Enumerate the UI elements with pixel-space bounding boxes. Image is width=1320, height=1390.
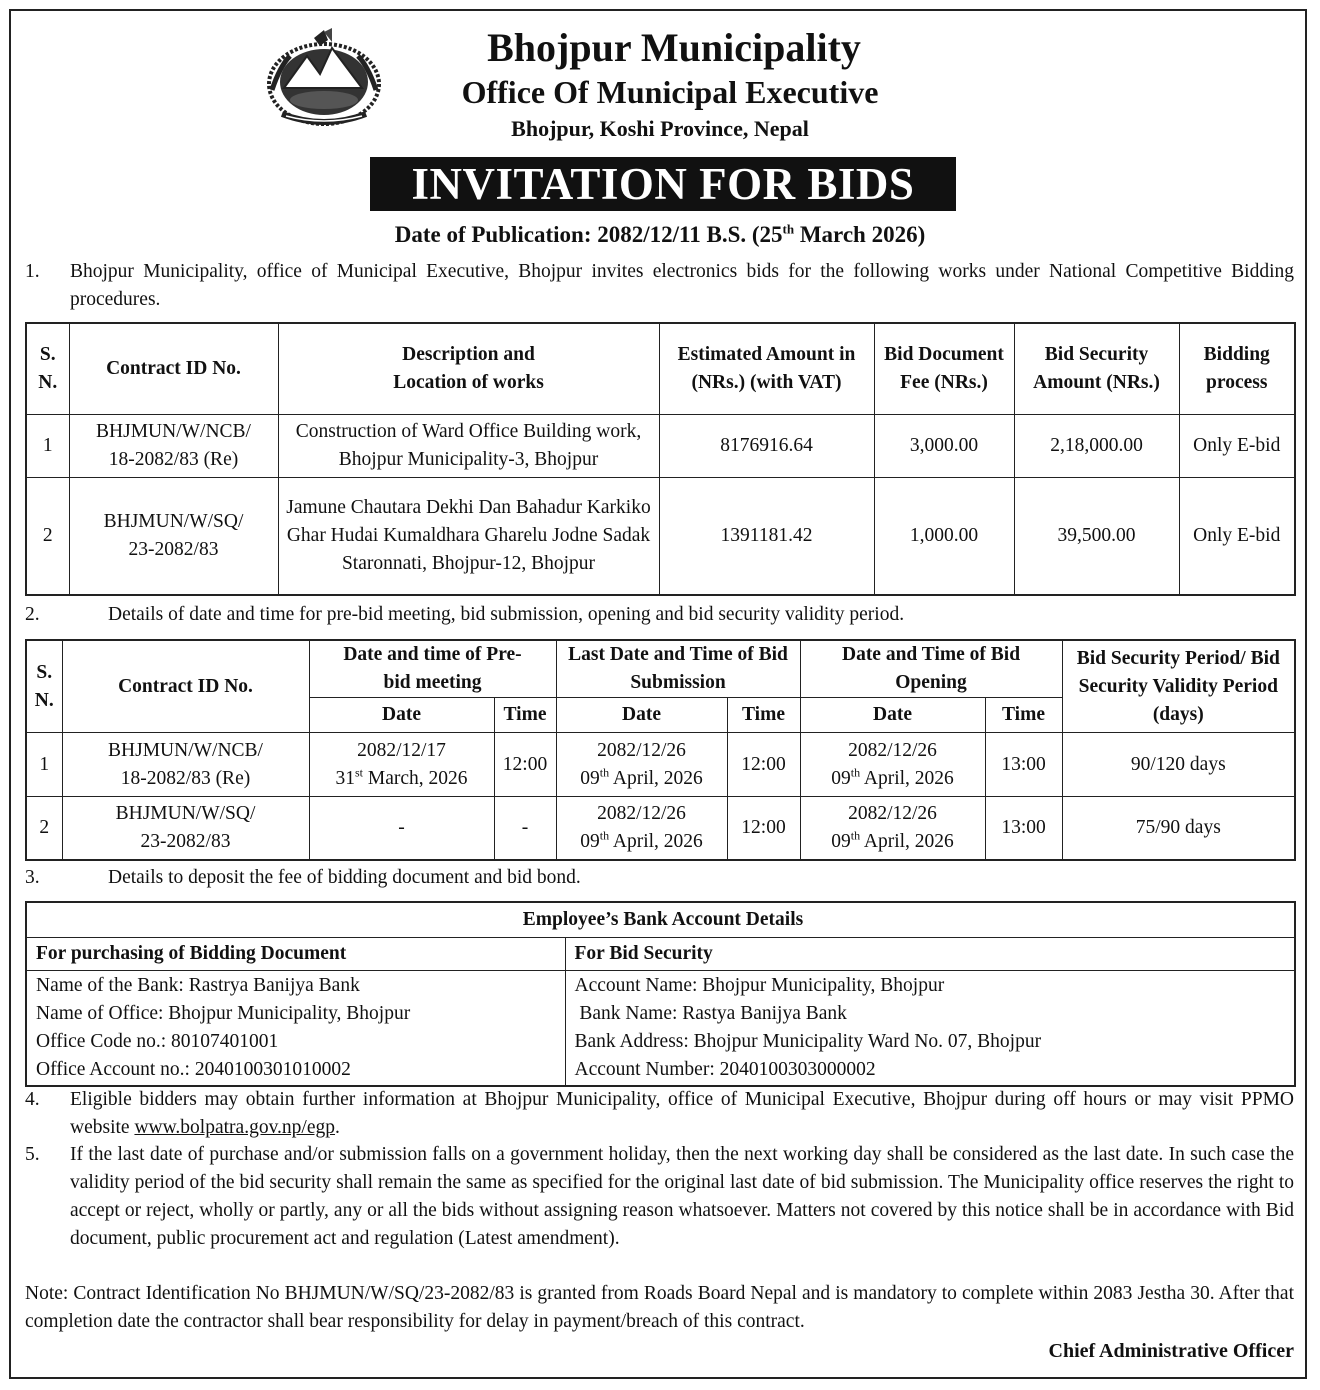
section-number: 3. [25, 867, 40, 888]
section-4-text: Eligible bidders may obtain further information at Bhojpur Municipality, office of Municipal Executive, Bhojpur during off hours or may visit PPMO website www.bolpatra.gov.np/egp. [70, 1089, 1294, 1138]
section-2-text: Details of date and time for pre-bid meeting, bid submission, opening and bid security validity period. [108, 604, 905, 625]
cell-prebid-time: 12:00 [494, 733, 556, 797]
cell-sn: 1 [26, 733, 62, 797]
section-1-text: Bhojpur Municipality, office of Municipal Executive, Bhojpur invites electronics bids for the following works under National Competitive Bidding procedures. [70, 261, 1294, 310]
cell-submission-date: 2082/12/26 09th April, 2026 [556, 733, 727, 797]
cell-opening-date: 2082/12/26 09th April, 2026 [800, 797, 985, 860]
bank-table-title: Employee’s Bank Account Details [26, 902, 1295, 937]
header-bid-security: Bid Security Amount (NRs.) [1014, 323, 1179, 414]
cell-prebid-time: - [494, 797, 556, 860]
cell-process: Only E-bid [1179, 477, 1295, 595]
header-contract-id: Contract ID No. [62, 640, 309, 733]
cell-submission-time: 12:00 [727, 797, 800, 860]
section-number: 4. [25, 1089, 40, 1110]
cell-process: Only E-bid [1179, 414, 1295, 477]
cell-security: 2,18,000.00 [1014, 414, 1179, 477]
cell-sn: 2 [26, 477, 69, 595]
header-sn: S. N. [26, 640, 62, 733]
schedule-table [25, 639, 1296, 861]
cell-description: Jamune Chautara Dekhi Dan Bahadur Karkiko Ghar Hudai Kumaldhara Gharelu Jodne Sadak Staronnati, Bhojpur-12, Bhojpur [278, 477, 659, 595]
cell-security: 39,500.00 [1014, 477, 1179, 595]
cell-opening-date: 2082/12/26 09th April, 2026 [800, 733, 985, 797]
header-time: Time [494, 698, 556, 733]
section-5-text: If the last date of purchase and/or submission falls on a government holiday, then the next working day shall be considered as the last date. In such case the validity period of the bid security shall remain the same as specified for the original last date of bid submission. The Municipality office reserves the right to accept or reject, wholly or partly, any or all the bids without assigning reason whatsoever. Matters not covered by this notice shall be in accordance with Bid document, public procurement act and regulation (Latest amendment). [70, 1144, 1294, 1249]
table-row [26, 733, 1295, 797]
header-sn: S. N. [26, 323, 69, 414]
bank-details-table [25, 901, 1296, 1087]
header-contract-id: Contract ID No. [69, 323, 278, 414]
section-number: 2. [25, 604, 40, 625]
header-validity: Bid Security Period/ Bid Security Validity Period (days) [1062, 640, 1295, 733]
table-subheader-row [26, 937, 1295, 970]
bank-right-details: Account Name: Bhojpur Municipality, Bhojpur Bank Name: Rastya Banijya Bank Bank Address: Bhojpur Municipality Ward No. 07, Bhojpur Account Number: 2040100303000002 [565, 970, 1295, 1086]
cell-contract-id: BHJMUN/W/SQ/ 23-2082/83 [62, 797, 309, 860]
signature: Chief Administrative Officer [1048, 1340, 1294, 1362]
header-submission: Last Date and Time of Bid Submission [556, 640, 800, 698]
header-date: Date [556, 698, 727, 733]
section-number: 5. [25, 1144, 40, 1165]
header-description: Description and Location of works [278, 323, 659, 414]
bank-left-heading: For purchasing of Bidding Document [26, 937, 565, 970]
cell-validity: 75/90 days [1062, 797, 1295, 860]
header-bidding-process: Bidding process [1179, 323, 1295, 414]
cell-prebid-date: 2082/12/17 31st March, 2026 [309, 733, 494, 797]
page-title: Bhojpur Municipality [487, 25, 861, 70]
cell-contract-id: BHJMUN/W/NCB/ 18-2082/83 (Re) [62, 733, 309, 797]
cell-description: Construction of Ward Office Building work, Bhojpur Municipality-3, Bhojpur [278, 414, 659, 477]
header-opening: Date and Time of Bid Opening [800, 640, 1062, 698]
cell-opening-time: 13:00 [985, 797, 1062, 860]
table-header-row [26, 323, 1295, 414]
cell-sn: 2 [26, 797, 62, 860]
header-estimated-amount: Estimated Amount in (NRs.) (with VAT) [659, 323, 874, 414]
table-header-row [26, 902, 1295, 937]
cell-opening-time: 13:00 [985, 733, 1062, 797]
header-time: Time [985, 698, 1062, 733]
header-time: Time [727, 698, 800, 733]
page-subtitle: Office Of Municipal Executive [461, 74, 879, 110]
section-3-text: Details to deposit the fee of bidding document and bid bond. [108, 867, 581, 888]
notice-banner: INVITATION FOR BIDS [370, 157, 956, 211]
cell-submission-time: 12:00 [727, 733, 800, 797]
cell-contract-id: BHJMUN/W/SQ/ 23-2082/83 [69, 477, 278, 595]
cell-submission-date: 2082/12/26 09th April, 2026 [556, 797, 727, 860]
note-text: Note: Contract Identification No BHJMUN/W/SQ/23-2082/83 is granted from Roads Board Nepal and is mandatory to complete within 2083 Jestha 30. After that completion date the contractor shall bear responsibility for delay in payment/breach of this contract. [25, 1283, 1294, 1332]
cell-prebid-date: - [309, 797, 494, 860]
table-row [26, 970, 1295, 1086]
header-bid-fee: Bid Document Fee (NRs.) [874, 323, 1014, 414]
table-row [26, 414, 1295, 477]
ppmo-website-link[interactable]: www.bolpatra.gov.np/egp [134, 1117, 336, 1138]
bank-left-details: Name of the Bank: Rastrya Banijya Bank Name of Office: Bhojpur Municipality, Bhojpur Office Code no.: 80107401001 Office Account no.: 2040100301010002 [26, 970, 565, 1086]
section-number: 1. [25, 261, 40, 282]
works-table [25, 322, 1296, 596]
table-header-row [26, 640, 1295, 698]
header-date: Date [309, 698, 494, 733]
cell-fee: 3,000.00 [874, 414, 1014, 477]
bank-right-heading: For Bid Security [565, 937, 1295, 970]
cell-estimate: 1391181.42 [659, 477, 874, 595]
table-row [26, 477, 1295, 595]
cell-validity: 90/120 days [1062, 733, 1295, 797]
cell-estimate: 8176916.64 [659, 414, 874, 477]
publication-date: Date of Publication: 2082/12/11 B.S. (25th March 2026) [394, 221, 926, 247]
table-row [26, 797, 1295, 860]
cell-sn: 1 [26, 414, 69, 477]
cell-fee: 1,000.00 [874, 477, 1014, 595]
cell-contract-id: BHJMUN/W/NCB/ 18-2082/83 (Re) [69, 414, 278, 477]
page-address: Bhojpur, Koshi Province, Nepal [511, 116, 809, 141]
header-date: Date [800, 698, 985, 733]
header-prebid: Date and time of Pre-bid meeting [309, 640, 556, 698]
